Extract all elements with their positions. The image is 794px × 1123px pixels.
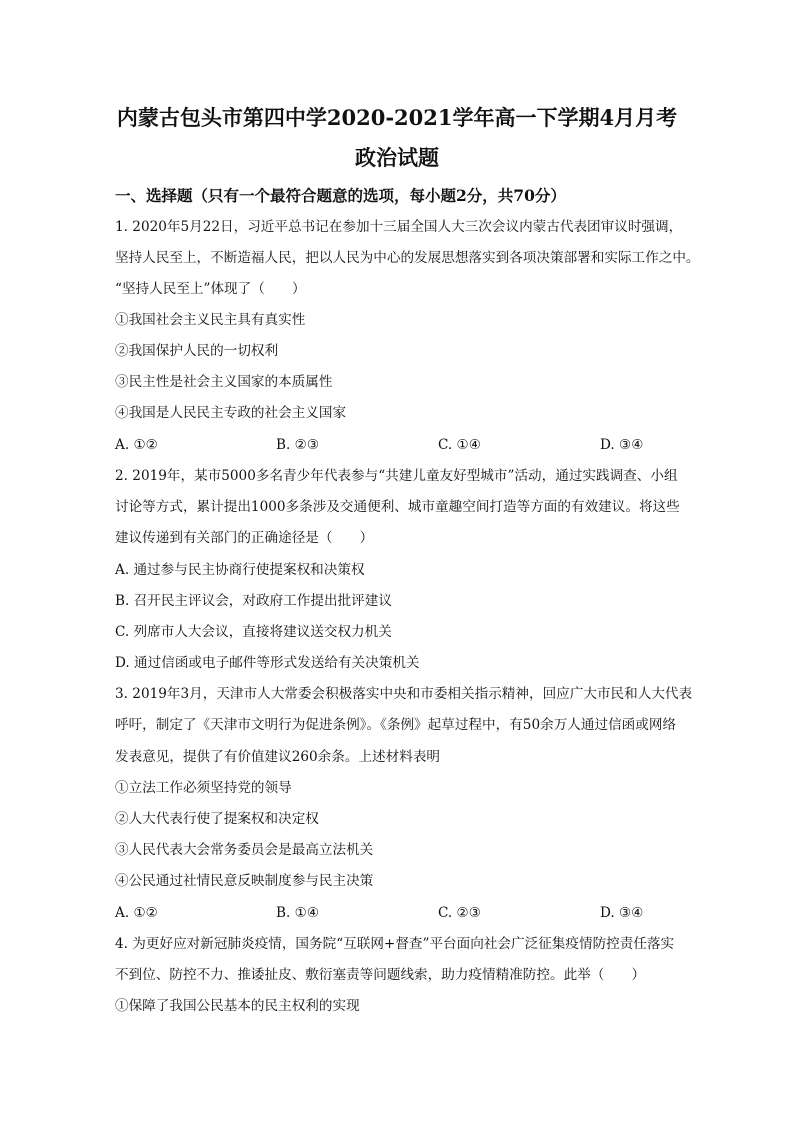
question-stem-line: 发表意见，提供了有价值建议260余条。上述材料表明 [115, 749, 441, 765]
statement-item: ③民主性是社会主义国家的本质属性 [115, 374, 333, 390]
exam-subject: 政治试题 [355, 145, 439, 170]
option-a: A. 通过参与民主协商行使提案权和决策权 [115, 562, 365, 578]
option-c: C. ②③ [438, 905, 481, 921]
option-b: B. ①④ [276, 905, 320, 921]
statement-item: ①保障了我国公民基本的民主权利的实现 [115, 998, 360, 1014]
option-b: B. ②③ [276, 437, 320, 453]
question-stem-line: 讨论等方式，累计提出1000多条涉及交通便利、城市童趣空间打造等方面的有效建议。将这些 [115, 499, 680, 515]
question-stem-line: “坚持人民至上”体现了（ ） [115, 281, 306, 297]
question-stem-line: 不到位、防控不力、推诿扯皮、敷衍塞责等问题线索，助力疫情精准防控。此举（ ） [115, 967, 646, 983]
section-heading: 一、选择题（只有一个最符合题意的选项，每小题2分，共70分） [115, 186, 566, 205]
statement-item: ②我国保护人民的一切权利 [115, 343, 279, 359]
question-stem-line: 4. 为更好应对新冠肺炎疫情，国务院“互联网+督查”平台面向社会广泛征集疫情防控责任落实 [115, 936, 675, 952]
question-stem-line: 1. 2020年5月22日，习近平总书记在参加十三届全国人大三次会议内蒙古代表团审议时强调， [115, 219, 683, 235]
question-stem-line: 建议传递到有关部门的正确途径是（ ） [115, 530, 374, 546]
statement-item: ①我国社会主义民主具有真实性 [115, 312, 306, 328]
exam-title: 内蒙古包头市第四中学2020-2021学年高一下学期4月月考 [116, 105, 678, 130]
option-c: C. 列席市人大会议，直接将建议送交权力机关 [115, 624, 392, 640]
question-stem-line: 2. 2019年，某市5000多名青少年代表参与“共建儿童友好型城市”活动，通过实践调查、小组 [115, 468, 678, 484]
option-a: A. ①② [115, 905, 158, 921]
option-b: B. 召开民主评议会，对政府工作提出批评建议 [115, 593, 392, 609]
question-stem-line: 3. 2019年3月，天津市人大常委会积极落实中央和市委相关指示精神，回应广大市民和人大代表 [115, 686, 693, 702]
option-a: A. ①② [115, 437, 158, 453]
question-stem-line: 呼吁，制定了《天津市文明行为促进条例》。《条例》起草过程中，有50余万人通过信函或网络 [115, 717, 677, 733]
option-d: D. ③④ [600, 437, 644, 453]
statement-item: ④我国是人民民主专政的社会主义国家 [115, 405, 347, 421]
option-d: D. 通过信函或电子邮件等形式发送给有关决策机关 [115, 655, 420, 671]
statement-item: ①立法工作必须坚持党的领导 [115, 780, 292, 796]
option-d: D. ③④ [600, 905, 644, 921]
question-stem-line: 坚持人民至上，不断造福人民，把以人民为中心的发展思想落实到各项决策部署和实际工作之中。 [115, 250, 700, 266]
statement-item: ③人民代表大会常务委员会是最高立法机关 [115, 842, 374, 858]
statement-item: ②人大代表行使了提案权和决定权 [115, 811, 319, 827]
option-c: C. ①④ [438, 437, 481, 453]
statement-item: ④公民通过社情民意反映制度参与民主决策 [115, 873, 374, 889]
